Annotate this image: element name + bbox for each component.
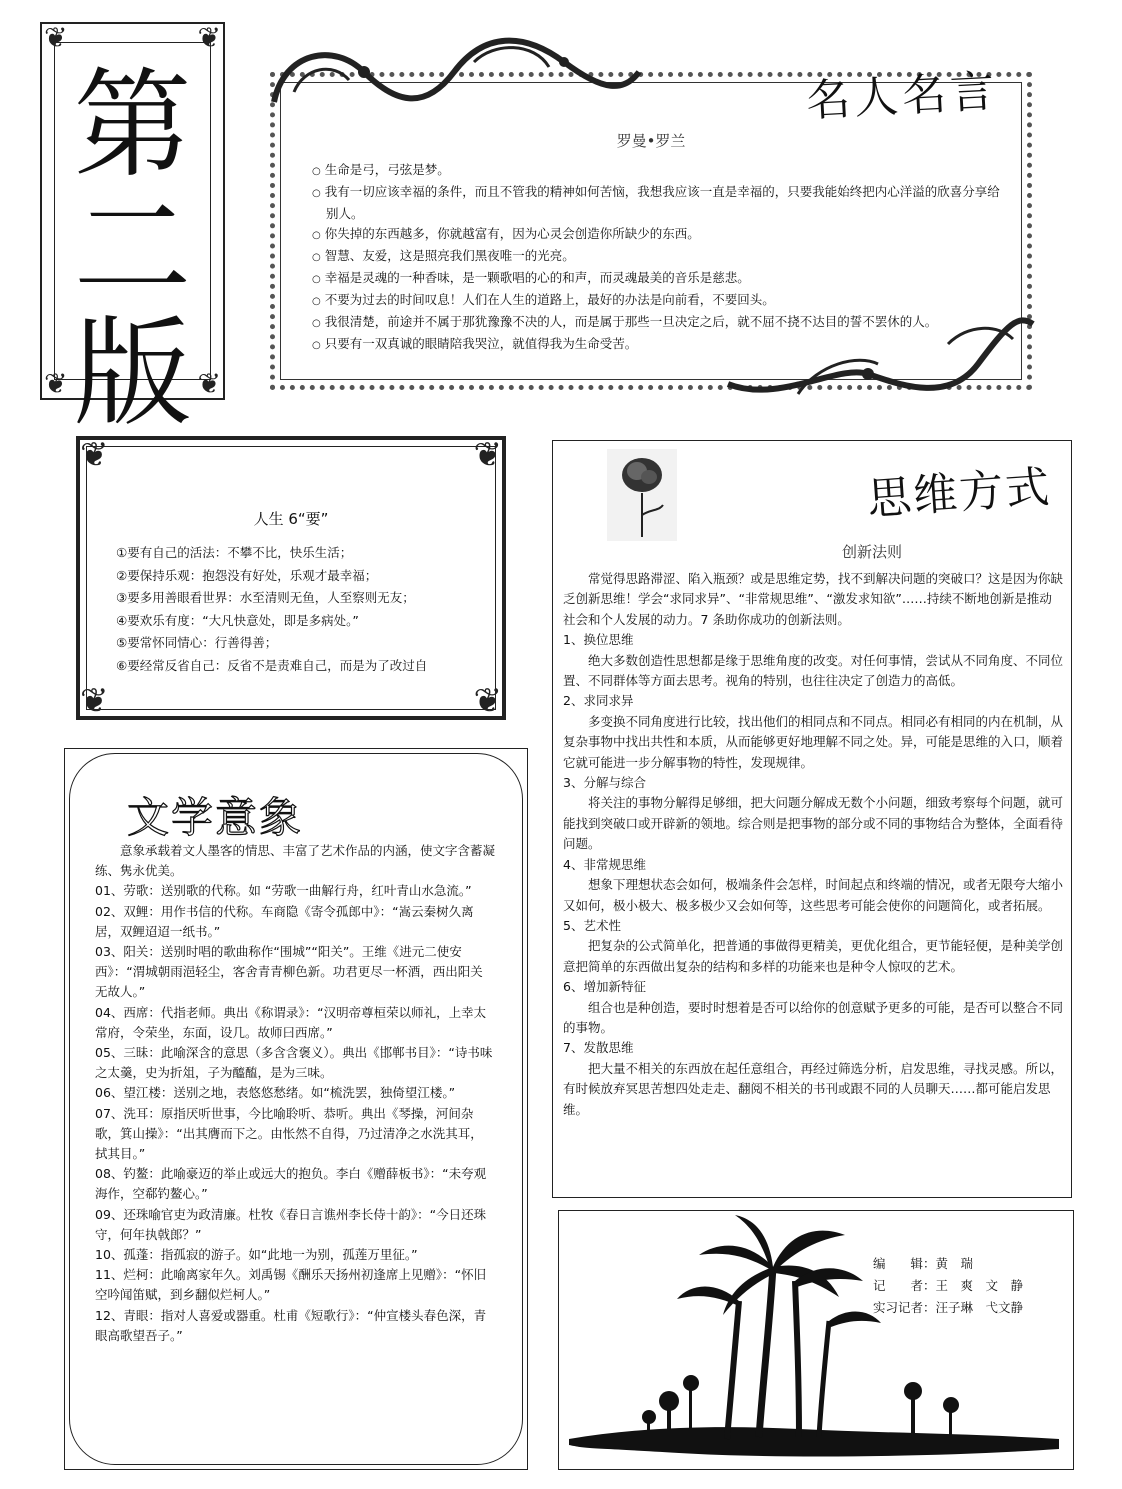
- thinking-rule-title: 5、艺术性: [563, 917, 621, 933]
- credit-line: 记 者：王 爽 文 静: [873, 1278, 1024, 1293]
- thinking-rule-title: 3、分解与综合: [563, 775, 646, 791]
- literature-heading: 文学意象: [127, 793, 304, 842]
- quotes-list: [312, 160, 1012, 356]
- list-item: ○ 生命是弓，弓弦是梦。: [312, 160, 1012, 182]
- literature-body: [95, 841, 495, 1346]
- list-item: ○ 我有一切应该幸福的条件，而且不管我的精神如何苦恼，我想我应该一直是幸福的，只要我能始终把内心洋溢的欣喜分享给别人。: [312, 182, 1012, 224]
- literature-intro: 意象承载着文人墨客的情思、丰富了艺术作品的内涵，使文字含蓄凝练、隽永优美。: [95, 843, 496, 879]
- list-item: 05、三昧：此喻深含的意思（多含含褒义）。典出《邯郸书目》：“诗书味之太羹，史为折俎，子为醯醢，是为三味。: [95, 1045, 493, 1081]
- list-item: ①要有自己的活法：不攀不比，快乐生活；: [116, 545, 353, 560]
- corner-ornament-icon: ❦: [80, 435, 109, 475]
- thinking-body: [563, 569, 1063, 1120]
- edition-title: [42, 56, 223, 442]
- life-box: [76, 436, 506, 720]
- thinking-paragraph: 常觉得思路滞涩、陷入瓶颈？或是思维定势，找不到解决问题的突破口？这是因为你缺乏创新思维！学会“求同求异”、“非常规思维”、“激发求知欲”……持续不断地创新是推动社会和个人发展的动力。7 条助你成功的创新法则。: [563, 571, 1064, 627]
- list-item: 08、钓鳌：此喻豪迈的举止或远大的抱负。李白《赠薛板书》：“未夸观海作，空郗钓鳌心。”: [95, 1166, 487, 1202]
- list-item: ○ 幸福是灵魂的一种香味，是一颗歌唱的心的和声，而灵魂最美的音乐是慈悲。: [312, 268, 1012, 290]
- list-item: 02、双鲤：用作书信的代称。车商隐《寄令孤郎中》：“嵩云秦树久离居，双鲤迢迢一纸书。”: [95, 903, 474, 939]
- thinking-rule-title: 4、非常规思维: [563, 856, 646, 872]
- literature-box: [64, 748, 528, 1470]
- thinking-rule-title: 6、增加新特征: [563, 979, 646, 995]
- rose-image-icon: [607, 449, 677, 541]
- edition-char: 第: [73, 56, 192, 194]
- list-item: ○ 智慧、友爱，这是照亮我们黑夜唯一的光亮。: [312, 246, 1012, 268]
- thinking-rule-title: 7、发散思维: [563, 1040, 634, 1056]
- list-item: 10、孤蓬：指孤寂的游子。如“此地一为别，孤莲万里征。”: [95, 1247, 418, 1263]
- list-item: ○ 你失掉的东西越多，你就越富有，因为心灵会创造你所缺少的东西。: [312, 224, 1012, 246]
- list-item: ②要保持乐观：抱怨没有好处，乐观才最幸福；: [116, 567, 378, 583]
- palm-tree-silhouette-icon: [559, 1211, 1075, 1471]
- thinking-subheading: 创新法则: [841, 543, 902, 561]
- thinking-heading: 思维方式: [865, 461, 1053, 526]
- list-item: 09、还珠喻官吏为政清廉。杜牧《春日言谯州李长侍十韵》：“今日还珠守，何年执戟郎？”: [95, 1206, 487, 1242]
- credit-line: 实习记者：汪子琳 弋文静: [873, 1300, 1024, 1315]
- list-item: ③要多用善眼看世界：水至清则无鱼，人至察则无友；: [116, 590, 415, 605]
- corner-ornament-icon: ❦: [197, 367, 221, 400]
- quotes-author: 罗曼•罗兰: [616, 132, 686, 150]
- list-item: 01、劳歌：送别歌的代称。如 “劳歌一曲解行舟，红叶青山水急流。”: [95, 883, 472, 899]
- list-item: ○ 不要为过去的时间叹息！人们在人生的道路上，最好的办法是向前看，不要回头。: [312, 290, 1012, 312]
- swirl-ornament-icon: [264, 32, 644, 124]
- corner-ornament-icon: ❦: [473, 681, 502, 721]
- thinking-box: [552, 440, 1072, 1198]
- list-item: 11、烂柯：此喻离家年久。刘禹锡《酬乐天扬州初逢席上见赠》：“怀旧空吟闻笛赋，到乡翻似烂柯人。”: [95, 1267, 487, 1303]
- thinking-paragraph: 把大量不相关的东西放在起任意组合，再经过筛选分析，启发思维，寻找灵感。所以，有时候放弃冥思苦想四处走走、翻阅不相关的书刊或跟不同的人员聊天……都可能启发思维。: [563, 1060, 1064, 1117]
- thinking-rule-title: 1、换位思维: [563, 632, 634, 648]
- corner-ornament-icon: ❦: [473, 435, 502, 475]
- thinking-rule-title: 2、求同求异: [563, 693, 634, 709]
- thinking-paragraph: 组合也是种创造，要时时想着是否可以给你的创意赋予更多的可能，是否可以整合不同的事物。: [563, 999, 1064, 1035]
- credit-line: 编 辑：黄 瑞: [873, 1256, 974, 1271]
- edition-box: [40, 21, 225, 442]
- thinking-paragraph: 多变换不同角度进行比较，找出他们的相同点和不同点。相同必有相同的内在机制，从复杂事物中找出共性和本质，从而能够更好地理解不同之处。异，可能是思维的入口，顺着它就可能进一步分解事物的特性，发现规律。: [563, 713, 1064, 770]
- list-item: ○ 只要有一双真诚的眼睛陪我哭泣，就值得我为生命受苦。: [312, 334, 1012, 356]
- corner-ornament-icon: ❦: [197, 21, 221, 54]
- thinking-paragraph: 把复杂的公式简单化，把普通的事做得更精美，更优化组合，更节能轻便，是种美学创意把简单的东西做出复杂的结构和多样的功能来也是种令人惊叹的艺术。: [563, 938, 1064, 974]
- list-item: 12、青眼：指对人喜爱或器重。杜甫《短歌行》：“仲宣楼头春色深，青眼高歌望吾子。”: [95, 1307, 487, 1343]
- corner-ornament-icon: ❦: [80, 681, 109, 721]
- thinking-paragraph: 绝大多数创造性思想都是缘于思维角度的改变。对任何事情，尝试从不同角度、不同位置、不同群体等方面去思考。视角的特别，也往往决定了创造力的高低。: [563, 652, 1064, 689]
- list-item: 03、阳关：送别时唱的歌曲称作“围城”“阳关”。王维《进元二使安西》：“渭城朝雨浥轻尘，客舍青青柳色新。功君更尽一杯酒，西出阳关无故人。”: [95, 944, 483, 1000]
- quotes-heading: 名人名言: [805, 66, 1000, 127]
- edition-char: 二: [73, 179, 192, 318]
- list-item: ④要欢乐有度：“大凡快意处，即是多病处。”: [116, 612, 359, 628]
- thinking-paragraph: 将关注的事物分解得足够细，把大问题分解成无数个小问题，细致考察每个问题，就可能找到突破口或开辟新的领地。综合则是把事物的部分或不同的事物结合为整体，全面看待问题。: [563, 795, 1064, 852]
- edition-char: 版: [73, 303, 192, 442]
- editors-credits: [873, 1253, 1023, 1319]
- list-item: 07、洗耳：原指厌听世事，今比喻聆听、恭听。典出《琴操，河间杂歌，箕山操》：“出其膺而下之。由怅然不自得，乃过清净之水洗其耳，拭其目。”: [95, 1105, 483, 1162]
- quotes-box: [264, 32, 1038, 390]
- list-item: ⑤要常怀同情心：行善得善；: [116, 635, 278, 650]
- list-item: 04、西席：代指老师。典出《称谓录》：“汉明帝尊桓荣以师礼，上幸太常府，令荣坐，东面，设几。故师曰西席。”: [95, 1004, 487, 1040]
- corner-ornament-icon: ❦: [44, 21, 68, 54]
- editors-box: [558, 1210, 1074, 1470]
- thinking-paragraph: 想象下理想状态会如何，极端条件会怎样，时间起点和终端的情况，或者无限夸大缩小又如何，极小极大、极多极少又会如何等，这些思考可能会使你的问题简化，或者拓展。: [563, 877, 1064, 913]
- corner-ornament-icon: ❦: [44, 367, 68, 400]
- list-item: ⑥要经常反省自己：反省不是责难自己，而是为了改过自: [116, 657, 428, 673]
- list-item: 06、望江楼：送别之地，表悠悠愁绪。如“梳洗罢，独倚望江楼。”: [95, 1085, 456, 1101]
- life-heading: 人生 6“要”: [253, 510, 329, 528]
- life-list: [116, 542, 486, 682]
- list-item: ○ 我很清楚，前途并不属于那犹豫豫不决的人，而是属于那些一旦决定之后，就不屈不挠不达目的誓不罢休的人。: [312, 312, 1012, 334]
